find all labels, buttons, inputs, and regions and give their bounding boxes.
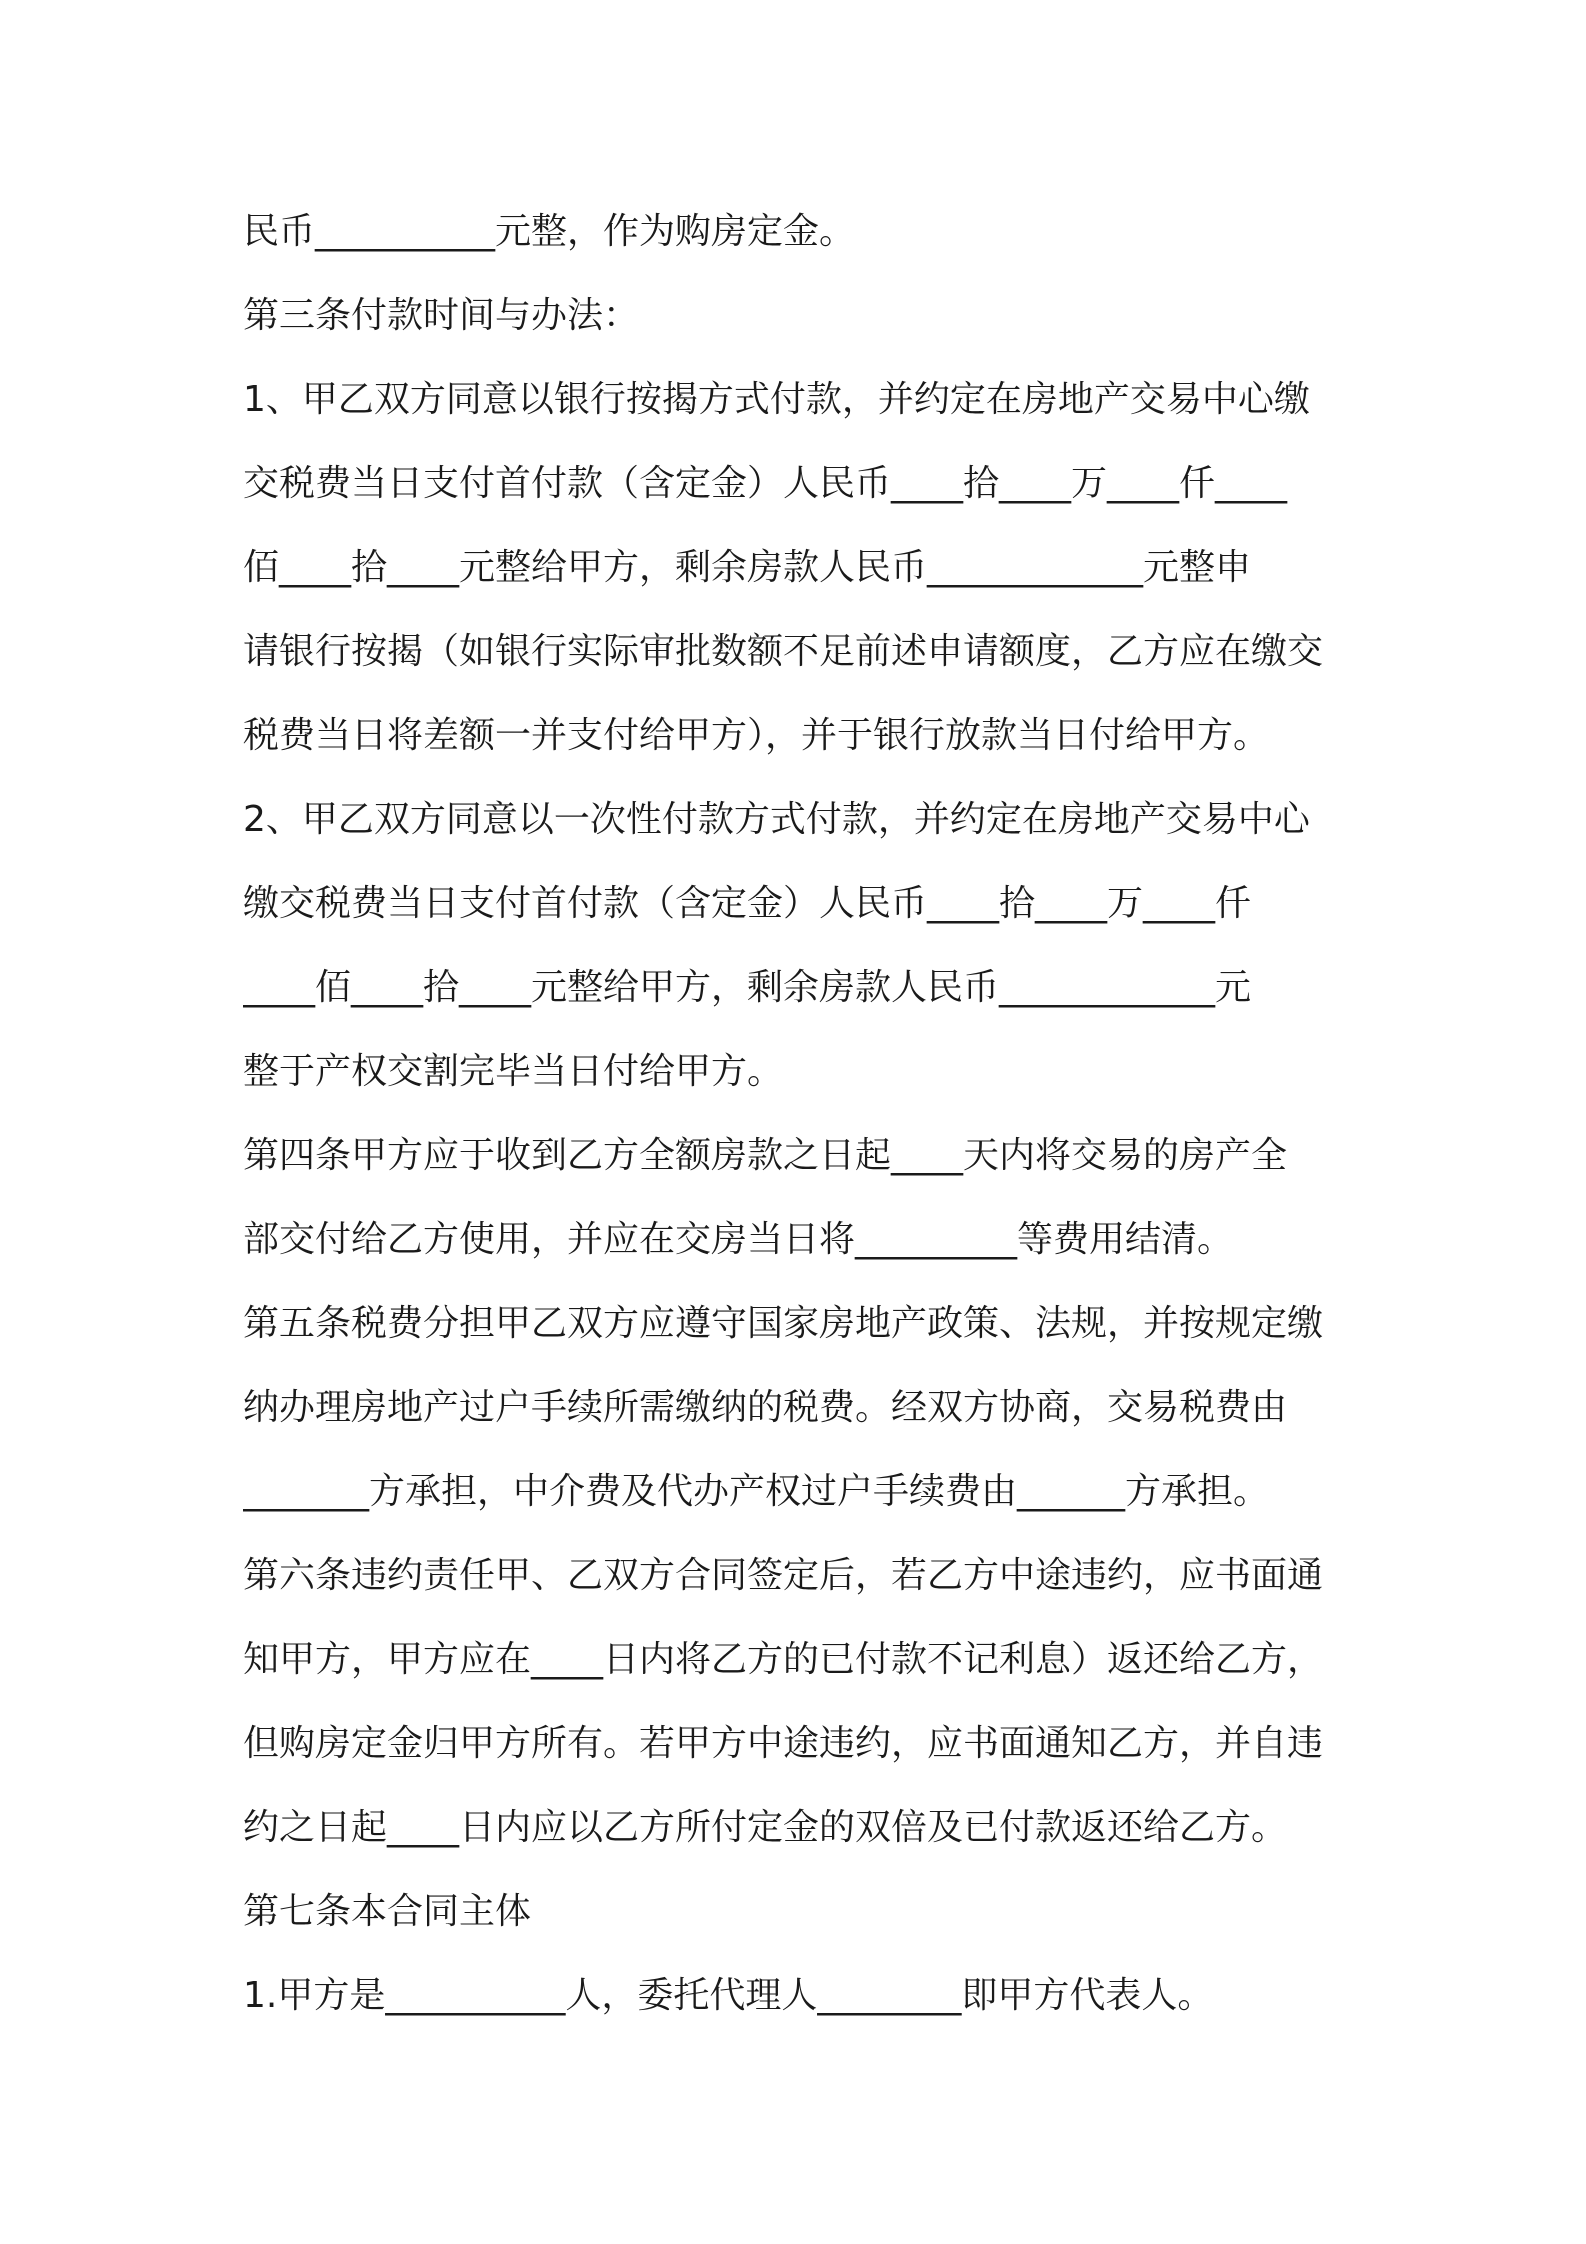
section-heading: 第七条本合同主体 xyxy=(243,1891,532,1932)
text-line: 佰____拾____元整给甲方，剩余房款人民币____________元整申 xyxy=(243,547,1252,588)
text-line: 交税费当日支付首付款（含定金）人民币____拾____万____仟____ xyxy=(243,463,1288,504)
section-heading: 第三条付款时间与办法： xyxy=(243,295,640,336)
text-line: 民币__________元整，作为购房定金。 xyxy=(243,211,856,252)
document-body xyxy=(243,190,1363,2038)
text-line: 整于产权交割完毕当日付给甲方。 xyxy=(243,1051,784,1092)
text-line: 1、甲乙双方同意以银行按揭方式付款，并约定在房地产交易中心缴 xyxy=(243,379,1310,420)
text-line: _______方承担，中介费及代办产权过户手续费由______方承担。 xyxy=(243,1471,1270,1512)
text-line: 知甲方，甲方应在____日内将乙方的已付款不记利息）返还给乙方， xyxy=(243,1639,1324,1680)
text-line: 第四条甲方应于收到乙方全额房款之日起____天内将交易的房产全 xyxy=(243,1135,1288,1176)
text-line: 第六条违约责任甲、乙双方合同签定后，若乙方中途违约，应书面通 xyxy=(243,1555,1324,1596)
text-line: 部交付给乙方使用，并应在交房当日将_________等费用结清。 xyxy=(243,1219,1234,1260)
text-line: 1.甲方是__________人，委托代理人________即甲方代表人。 xyxy=(243,1975,1214,2016)
text-line: 但购房定金归甲方所有。若甲方中途违约，应书面通知乙方，并自违 xyxy=(243,1723,1324,1764)
text-line: ____佰____拾____元整给甲方，剩余房款人民币____________元 xyxy=(243,967,1252,1008)
text-line: 税费当日将差额一并支付给甲方），并于银行放款当日付给甲方。 xyxy=(243,715,1270,756)
text-line: 缴交税费当日支付首付款（含定金）人民币____拾____万____仟 xyxy=(243,883,1252,924)
text-line: 请银行按揭（如银行实际审批数额不足前述申请额度，乙方应在缴交 xyxy=(243,631,1324,672)
text-line: 2、甲乙双方同意以一次性付款方式付款，并约定在房地产交易中心 xyxy=(243,799,1310,840)
text-line: 约之日起____日内应以乙方所付定金的双倍及已付款返还给乙方。 xyxy=(243,1807,1288,1848)
text-line: 纳办理房地产过户手续所需缴纳的税费。经双方协商，交易税费由 xyxy=(243,1387,1288,1428)
text-line: 第五条税费分担甲乙双方应遵守国家房地产政策、法规，并按规定缴 xyxy=(243,1303,1324,1344)
